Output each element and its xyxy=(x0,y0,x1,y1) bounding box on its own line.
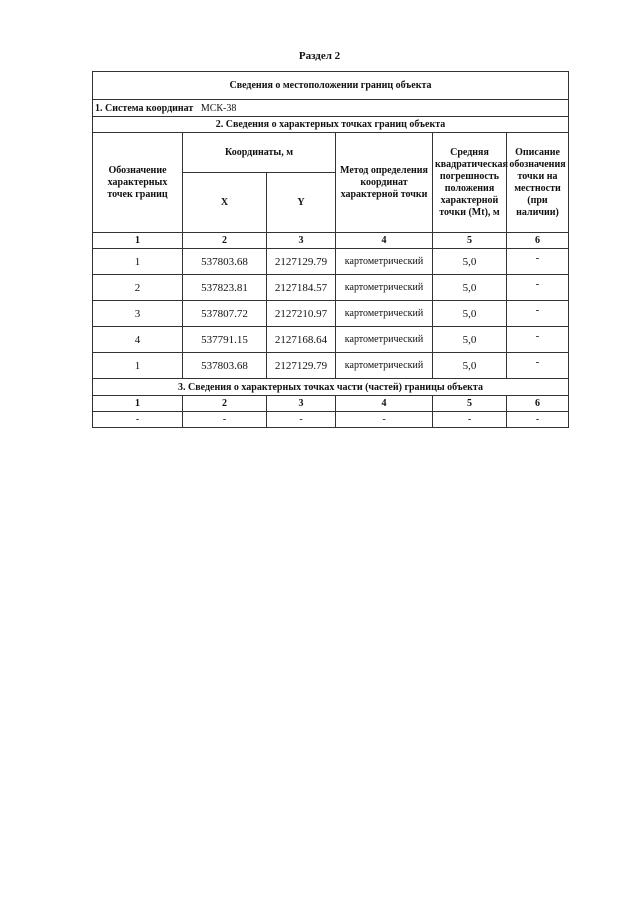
point-id: 1 xyxy=(93,249,183,275)
section3-cell: - xyxy=(93,412,183,428)
point-method: картометрический xyxy=(336,301,433,327)
point-description: - xyxy=(507,353,569,379)
point-method: картометрический xyxy=(336,327,433,353)
coord-system-value: МСК-38 xyxy=(200,102,237,114)
section3-column-number-row xyxy=(93,396,569,412)
point-method: картометрический xyxy=(336,275,433,301)
point-error: 5,0 xyxy=(433,275,507,301)
section3-title: 3. Сведения о характерных точках части (частей) границы объекта xyxy=(93,379,569,396)
column-number-row xyxy=(93,233,569,249)
point-id: 4 xyxy=(93,327,183,353)
point-x: 537803.68 xyxy=(183,353,267,379)
point-method: картометрический xyxy=(336,249,433,275)
section3-cell: - xyxy=(433,412,507,428)
point-error: 5,0 xyxy=(433,353,507,379)
header-coordinates: Координаты, м xyxy=(183,133,336,173)
column-number: 6 xyxy=(507,396,569,412)
coord-system-label: 1. Система координат xyxy=(95,102,194,114)
header-description: Описание обозначения точки на местности (при наличии) xyxy=(507,133,569,233)
header-method: Метод определения координат характерной точки xyxy=(336,133,433,233)
point-y: 2127184.57 xyxy=(267,275,336,301)
section2-title: 2. Сведения о характерных точках границ объекта xyxy=(93,117,569,133)
column-number: 5 xyxy=(433,233,507,249)
point-x: 537823.81 xyxy=(183,275,267,301)
point-id: 1 xyxy=(93,353,183,379)
coord-system-row xyxy=(93,100,569,117)
column-number: 3 xyxy=(267,396,336,412)
section3-cell: - xyxy=(183,412,267,428)
point-x: 537803.68 xyxy=(183,249,267,275)
point-id: 3 xyxy=(93,301,183,327)
header-x: X xyxy=(183,173,267,233)
column-number: 2 xyxy=(183,233,267,249)
point-y: 2127168.64 xyxy=(267,327,336,353)
column-number: 1 xyxy=(93,233,183,249)
table-title: Сведения о местоположении границ объекта xyxy=(93,72,569,100)
section3-cell: - xyxy=(507,412,569,428)
point-id: 2 xyxy=(93,275,183,301)
point-row xyxy=(93,301,569,327)
point-row xyxy=(93,327,569,353)
point-error: 5,0 xyxy=(433,249,507,275)
point-description: - xyxy=(507,249,569,275)
point-row xyxy=(93,275,569,301)
point-x: 537807.72 xyxy=(183,301,267,327)
point-description: - xyxy=(507,301,569,327)
point-error: 5,0 xyxy=(433,301,507,327)
section3-row xyxy=(93,412,569,428)
column-number: 5 xyxy=(433,396,507,412)
section3-cell: - xyxy=(267,412,336,428)
column-number: 3 xyxy=(267,233,336,249)
column-number: 6 xyxy=(507,233,569,249)
header-error: Средняя квадратическая погрешность положения характерной точки (Mt), м xyxy=(433,133,507,233)
column-number: 1 xyxy=(93,396,183,412)
point-y: 2127210.97 xyxy=(267,301,336,327)
point-x: 537791.15 xyxy=(183,327,267,353)
point-y: 2127129.79 xyxy=(267,353,336,379)
section-title: Раздел 2 xyxy=(298,50,341,62)
column-number: 4 xyxy=(336,396,433,412)
point-error: 5,0 xyxy=(433,327,507,353)
header-point-designation: Обозначение характерных точек границ xyxy=(93,133,183,233)
point-description: - xyxy=(507,327,569,353)
section3-cell: - xyxy=(336,412,433,428)
boundary-table xyxy=(92,71,569,428)
point-description: - xyxy=(507,275,569,301)
point-y: 2127129.79 xyxy=(267,249,336,275)
header-y: Y xyxy=(267,173,336,233)
point-row xyxy=(93,353,569,379)
column-number: 2 xyxy=(183,396,267,412)
point-method: картометрический xyxy=(336,353,433,379)
point-row xyxy=(93,249,569,275)
column-number: 4 xyxy=(336,233,433,249)
